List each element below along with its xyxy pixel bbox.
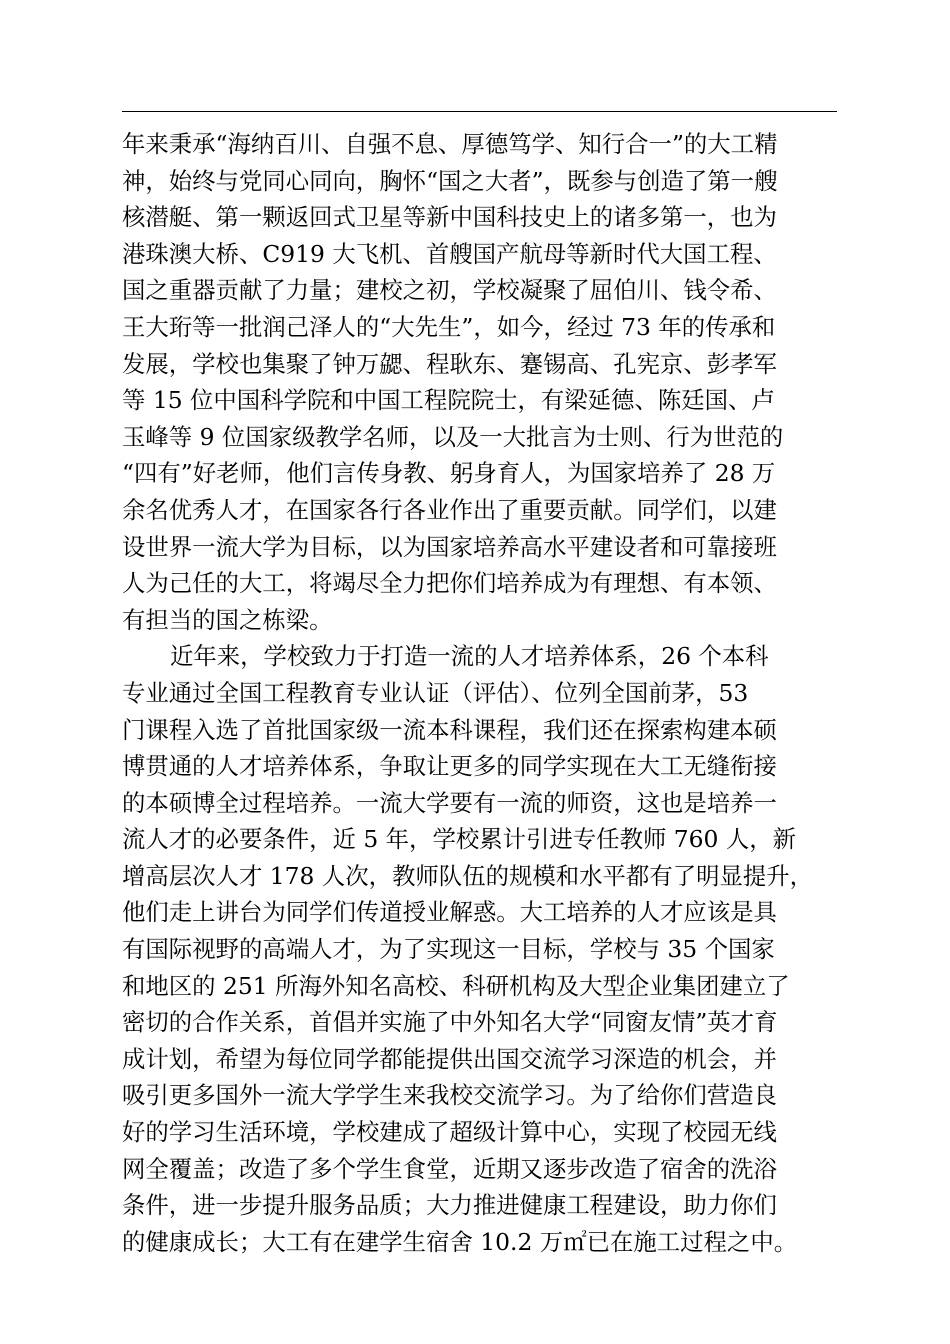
paragraph-start-line: 近年来，学校致力于打造一流的人才培养体系，26 个本科 [170,642,769,671]
text-line: 和地区的 251 所海外知名高校、科研机构及大型企业集团建立了 [122,971,790,1000]
text-line: 核潜艇、第一颗返回式卫星等新中国科技史上的诸多第一，也为 [122,203,777,232]
text-line: 密切的合作关系，首倡并实施了中外知名大学“同窗友情”英才育 [122,1008,778,1037]
text-line: 的健康成长；大工有在建学生宿舍 10.2 万㎡已在施工过程之中。 [122,1227,798,1256]
text-line: 神，始终与党同心同向，胸怀“国之大者”，既参与创造了第一艘 [122,166,778,195]
text-line: 玉峰等 9 位国家级教学名师，以及一大批言为士则、行为世范的 [122,422,784,451]
text-line: 条件，进一步提升服务品质；大力推进健康工程建设，助力你们 [122,1191,777,1220]
text-line: 网全覆盖；改造了多个学生食堂，近期又逐步改造了宿舍的洗浴 [122,1154,777,1183]
text-line: 成计划，希望为每位同学都能提供出国交流学习深造的机会，并 [122,1044,777,1073]
text-line: 王大珩等一批润己泽人的“大先生”，如今，经过 73 年的传承和 [122,312,776,341]
text-line: 增高层次人才 178 人次，教师队伍的规模和水平都有了明显提升， [122,861,814,890]
text-line: 年来秉承“海纳百川、自强不息、厚德笃学、知行合一”的大工精 [122,130,778,158]
text-line: 有国际视野的高端人才，为了实现这一目标，学校与 35 个国家 [122,935,775,964]
text-line: 有担当的国之栋梁。 [122,605,333,634]
text-line: 等 15 位中国科学院和中国工程院院士，有梁延德、陈廷国、卢 [122,386,775,415]
text-line: 吸引更多国外一流大学学生来我校交流学习。为了给你们营造良 [122,1081,777,1110]
text-line: 流人才的必要条件，近 5 年，学校累计引进专任教师 760 人，新 [122,825,797,854]
header-rule [122,111,837,112]
text-line: 好的学习生活环境，学校建成了超级计算中心，实现了校园无线 [122,1118,777,1147]
text-line: 余名优秀人才，在国家各行各业作出了重要贡献。同学们，以建 [122,495,777,524]
text-line: 港珠澳大桥、C919 大飞机、首艘国产航母等新时代大国工程、 [122,239,777,268]
text-line: 国之重器贡献了力量；建校之初，学校凝聚了屈伯川、钱令希、 [122,276,777,305]
text-line: 设世界一流大学为目标，以为国家培养高水平建设者和可靠接班 [122,532,777,561]
text-line: 发展，学校也集聚了钟万勰、程耿东、蹇锡高、孔宪京、彭孝军 [122,349,777,378]
text-line: 门课程入选了首批国家级一流本科课程，我们还在探索构建本硕 [122,715,777,744]
text-line: 他们走上讲台为同学们传道授业解惑。大工培养的人才应该是具 [122,898,777,927]
text-line: 的本硕博全过程培养。一流大学要有一流的师资，这也是培养一 [122,788,777,817]
text-line: 专业通过全国工程教育专业认证（评估）、位列全国前茅，53 [122,678,749,707]
body-text [122,126,862,1260]
text-line: 人为己任的大工，将竭尽全力把你们培养成为有理想、有本领、 [122,569,777,598]
text-line: “四有”好老师，他们言传身教、躬身育人，为国家培养了 28 万 [122,459,776,488]
text-line: 博贯通的人才培养体系，争取让更多的同学实现在大工无缝衔接 [122,752,777,781]
